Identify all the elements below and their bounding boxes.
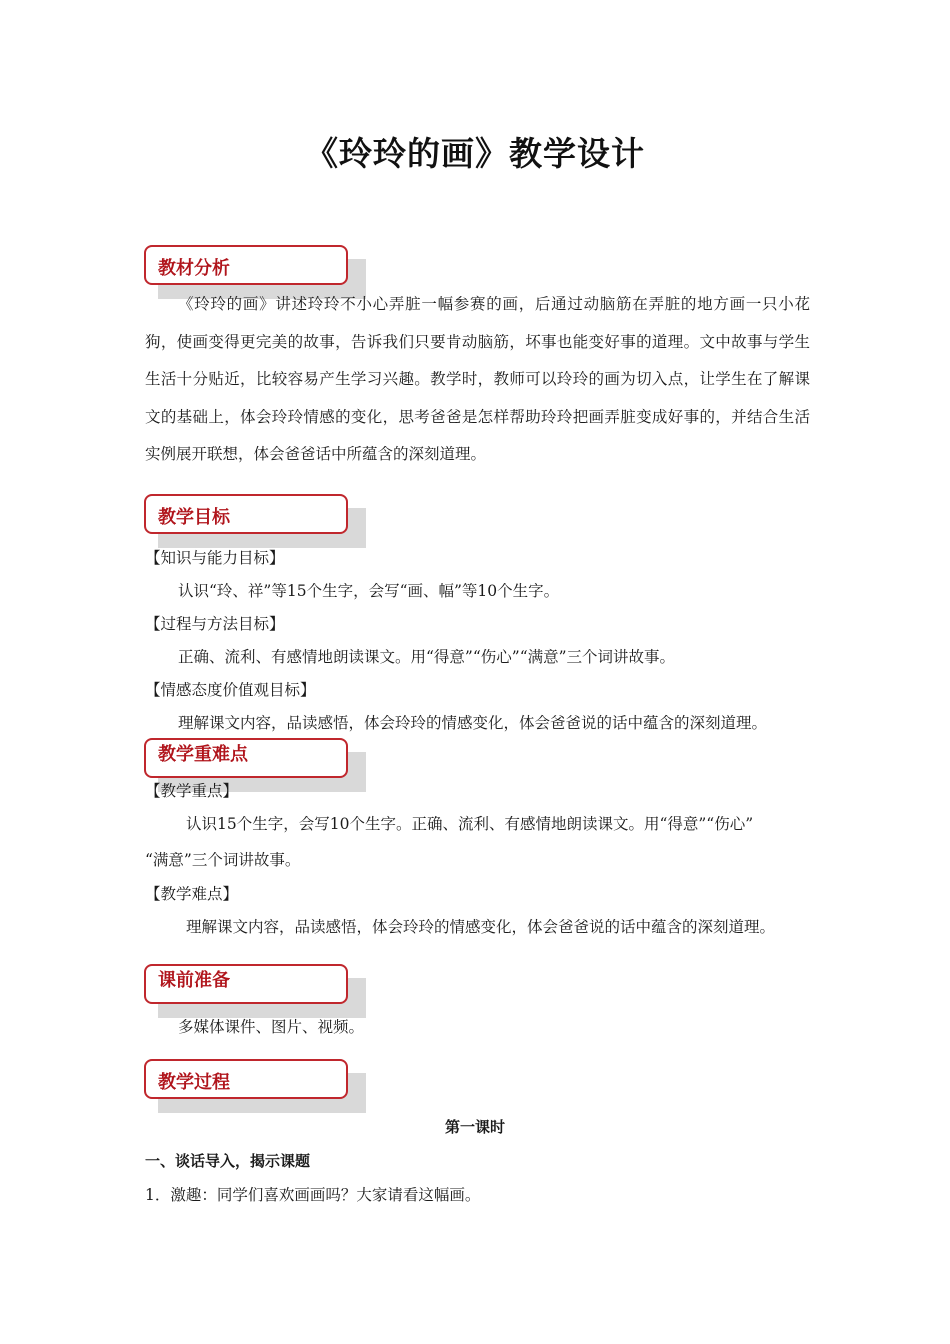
lesson-title: 第一课时 [444, 1118, 505, 1136]
knowledge-goal-label: 【知识与能力目标】 [145, 549, 285, 567]
heading-label: 教学目标 [158, 507, 230, 528]
step1-title: 一、谈话导入，揭示课题 [145, 1152, 311, 1170]
analysis-paragraph: 《玲玲的画》讲述玲玲不小心弄脏一幅参赛的画，后通过动脑筋在弄脏的地方画一只小花狗，使画变得更完美的故事，告诉我们只要肯动脑筋，坏事也能变好事的道理。文中故事与学生生活十分贴近，比较容易产生学习兴趣。教学时，教师可以玲玲的画为切入点，让学生在了解课文的基础上，体会玲玲情感的变化，思考爸爸是怎样帮助玲玲把画弄脏变成好事的，并结合生活实例展开联想，体会爸爸话中所蕴含的深刻道理。 [145, 295, 810, 463]
step1-item1: 1．激趣：同学们喜欢画画吗？大家请看这幅画。 [145, 1186, 481, 1204]
process-goal-label: 【过程与方法目标】 [145, 615, 285, 633]
prep-text: 多媒体课件、图片、视频。 [178, 1018, 365, 1036]
section-heading-process [144, 1059, 366, 1117]
heading-label: 教学重难点 [158, 744, 248, 765]
heading-label: 教学过程 [158, 1072, 230, 1093]
section-heading-goals [144, 494, 366, 552]
process-goal-text: 正确、流利、有感情地朗读课文。用“得意”“伤心”“满意”三个词讲故事。 [178, 648, 676, 666]
difficulty-label: 【教学难点】 [145, 885, 239, 903]
focus-label: 【教学重点】 [145, 782, 239, 800]
focus-text-line2: “满意”三个词讲故事。 [145, 851, 301, 869]
section-heading-prep [144, 964, 366, 1022]
difficulty-text: 理解课文内容，品读感悟，体会玲玲的情感变化，体会爸爸说的话中蕴含的深刻道理。 [186, 918, 776, 936]
emotion-goal-text: 理解课文内容，品读感悟，体会玲玲的情感变化，体会爸爸说的话中蕴含的深刻道理。 [178, 714, 768, 732]
emotion-goal-label: 【情感态度价值观目标】 [145, 681, 316, 699]
heading-label: 教材分析 [158, 258, 230, 279]
document-title: 《玲玲的画》教学设计 [305, 134, 645, 173]
knowledge-goal-text: 认识“玲、祥”等15个生字，会写“画、幅”等10个生字。 [178, 582, 560, 600]
focus-text-line1: 认识15个生字，会写10个生字。正确、流利、有感情地朗读课文。用“得意”“伤心” [186, 815, 754, 833]
heading-label: 课前准备 [158, 970, 230, 991]
